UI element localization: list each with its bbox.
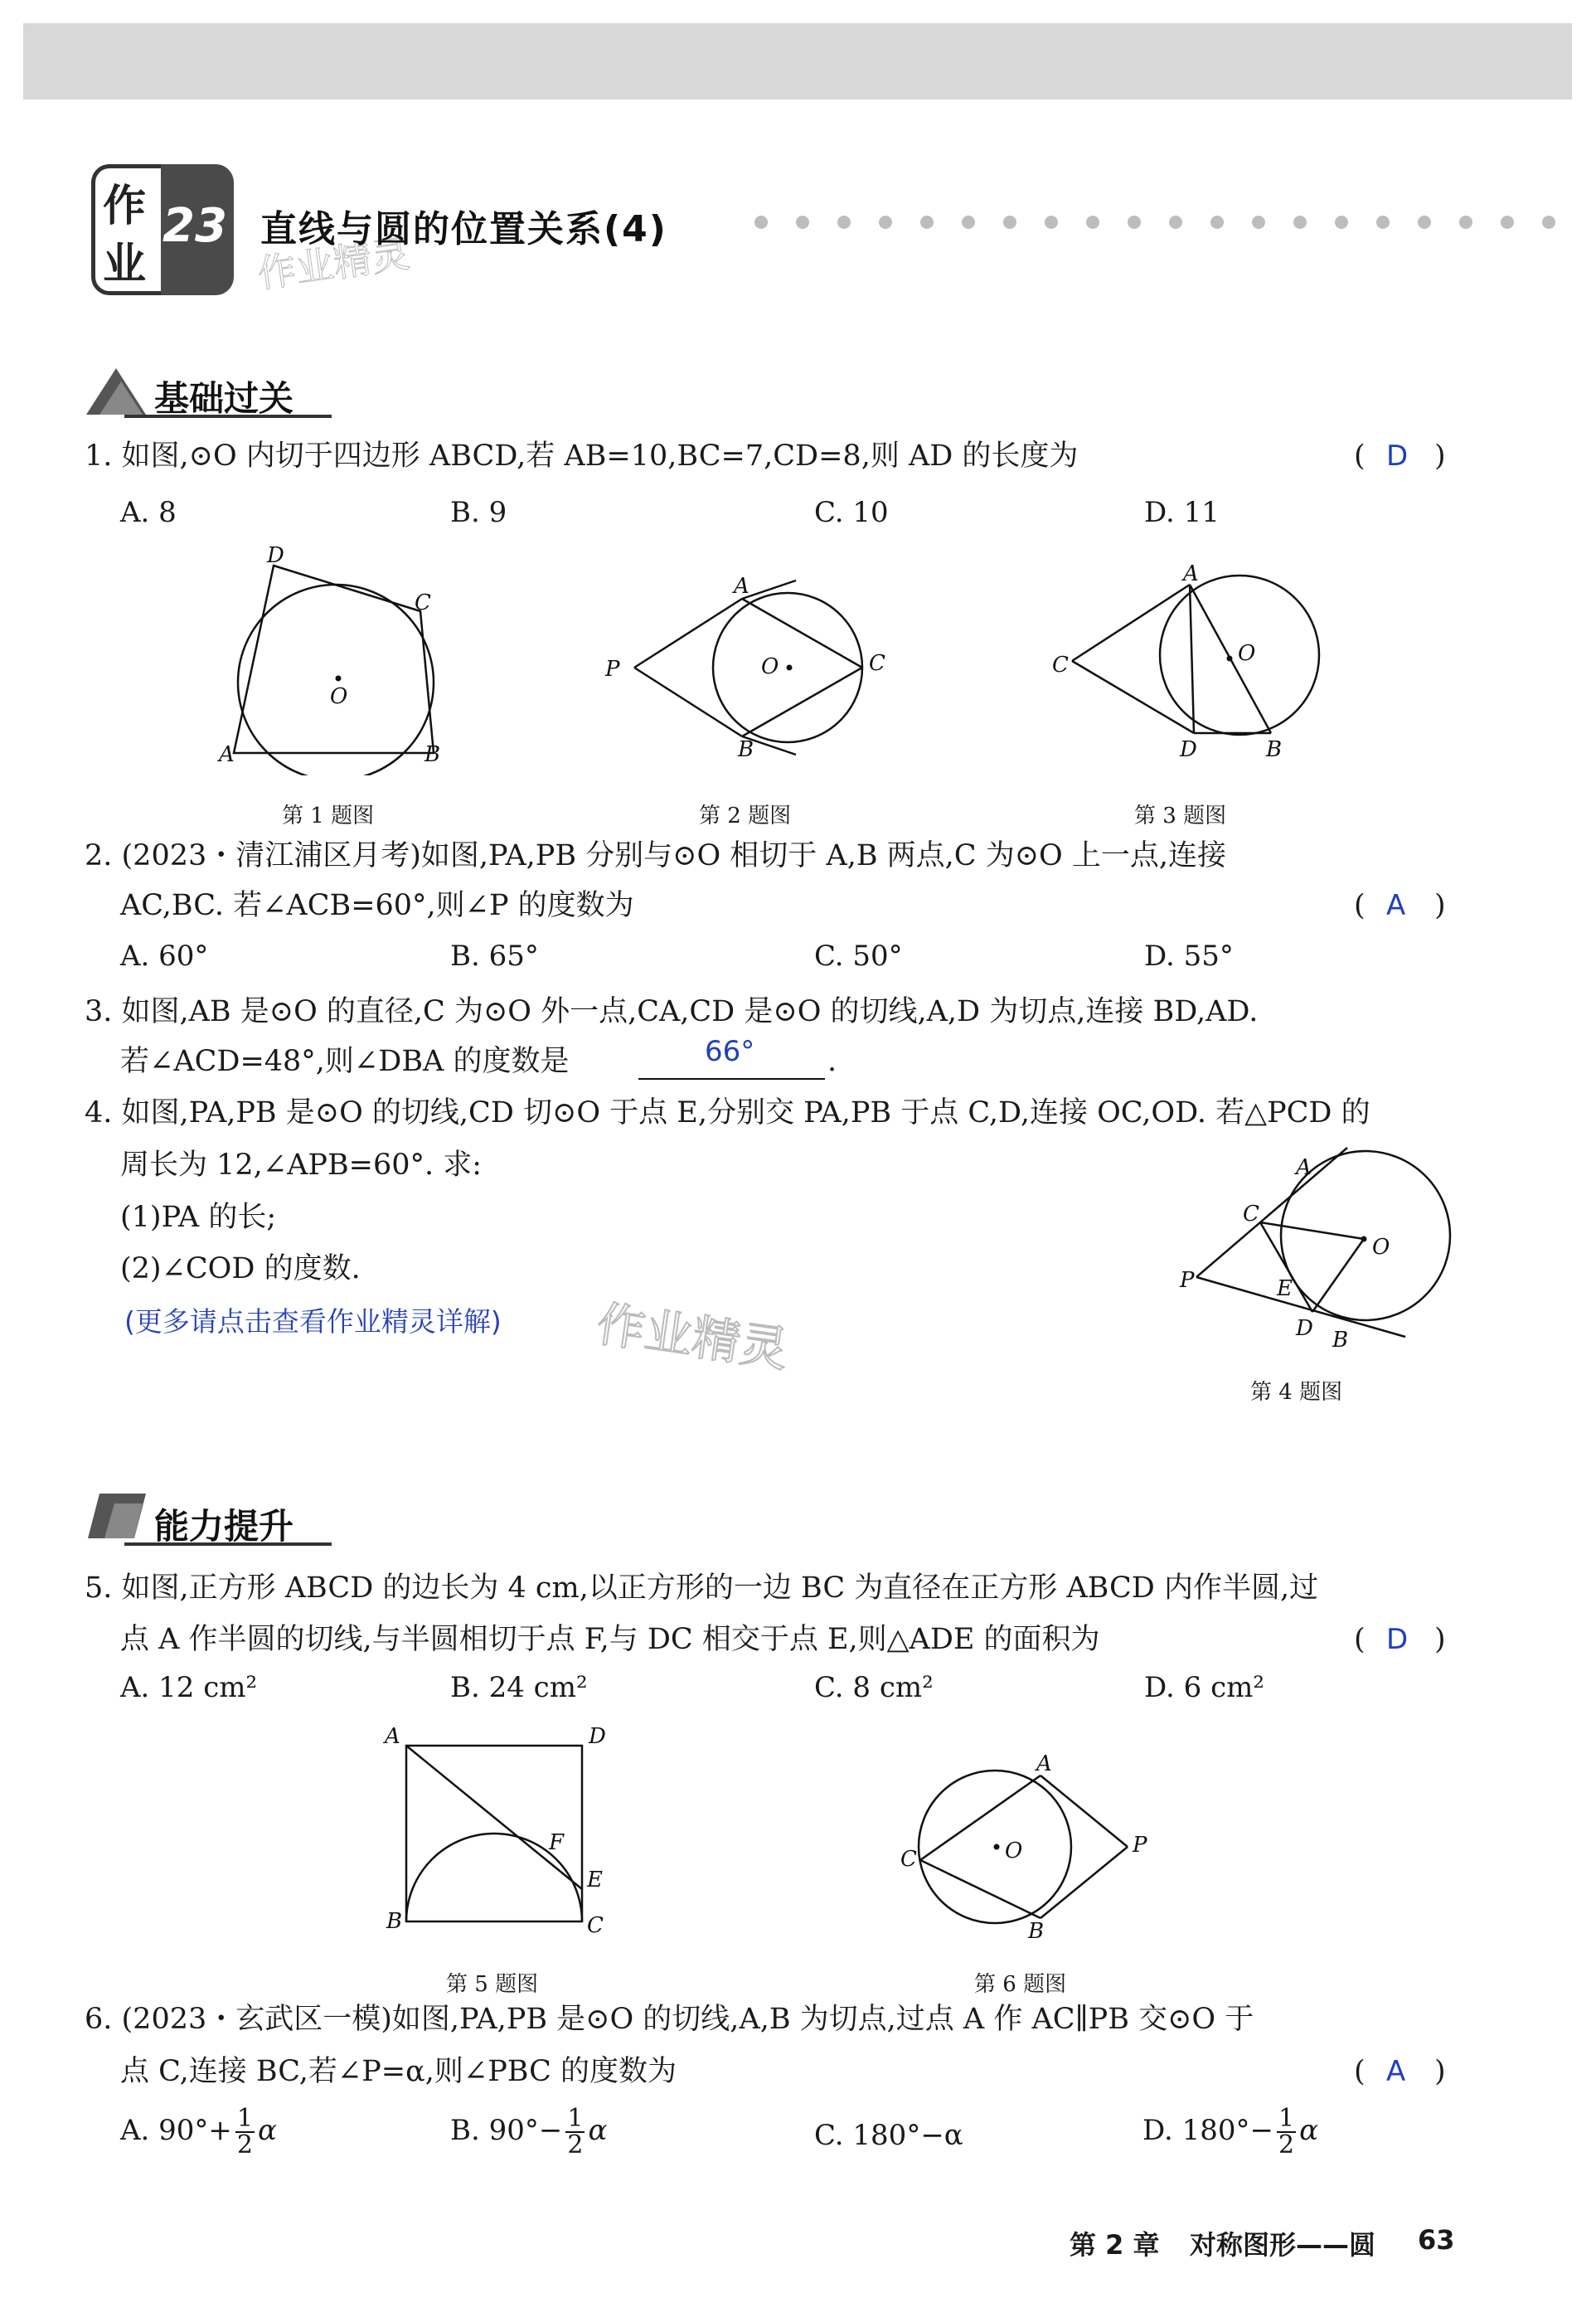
f1-label-o: O bbox=[330, 684, 348, 709]
q2-option-b: B. 65° bbox=[450, 940, 539, 973]
q4-part-2: (2)∠COD 的度数. bbox=[120, 1252, 361, 1285]
q6-paren-close: ) bbox=[1434, 2055, 1446, 2088]
f4-label-c: C bbox=[1243, 1202, 1259, 1227]
q4-line-2: 周长为 12,∠APB=60°. 求: bbox=[120, 1149, 483, 1182]
q5-line-1: 5. 如图,正方形 ABCD 的边长为 4 cm,以正方形的一边 BC 为直径在正方形 ABCD 内作半圆,过 bbox=[85, 1571, 1319, 1605]
f4-label-a: A bbox=[1296, 1155, 1312, 1180]
q6-option-d: D. 180°− $\frac{1}{2}$ α bbox=[1142, 2104, 1319, 2159]
q5-option-b: B. 24 cm² bbox=[450, 1671, 588, 1704]
f5-label-f: F bbox=[549, 1830, 565, 1855]
f6-label-p: P bbox=[1133, 1833, 1147, 1858]
figure-5 bbox=[375, 1725, 623, 1941]
f3-label-c: C bbox=[1052, 653, 1069, 678]
f4-label-e: E bbox=[1277, 1276, 1293, 1301]
q5-answer: D bbox=[1386, 1623, 1409, 1656]
figure-4 bbox=[1173, 1138, 1472, 1362]
f5-label-d: D bbox=[589, 1725, 606, 1749]
f6-label-a: A bbox=[1036, 1754, 1052, 1776]
q4-detail-link[interactable]: (更多请点击查看作业精灵详解) bbox=[124, 1305, 502, 1338]
f3-label-a: A bbox=[1183, 561, 1199, 586]
f4-label-o: O bbox=[1372, 1235, 1390, 1260]
f3-label-d: D bbox=[1180, 737, 1197, 762]
q1-paren-close: ) bbox=[1434, 440, 1446, 473]
footer-chapter: 第 2 章 bbox=[1070, 2229, 1160, 2261]
caption-1: 第 1 题图 bbox=[282, 804, 375, 828]
section-basic-icon bbox=[83, 365, 149, 418]
figure-2 bbox=[597, 572, 895, 763]
f2-label-a: A bbox=[734, 574, 749, 599]
q5-option-c: C. 8 cm² bbox=[814, 1671, 934, 1704]
q1-option-c: C. 10 bbox=[814, 496, 889, 529]
f4-label-b: B bbox=[1332, 1328, 1349, 1353]
f6-label-b: B bbox=[1028, 1919, 1045, 1941]
caption-2: 第 2 题图 bbox=[699, 804, 792, 828]
q1-option-a: A. 8 bbox=[120, 496, 177, 529]
figure-3 bbox=[1049, 557, 1331, 773]
q4-part-1: (1)PA 的长; bbox=[120, 1201, 277, 1234]
f5-label-b: B bbox=[386, 1909, 403, 1934]
f6-label-c: C bbox=[900, 1847, 917, 1872]
watermark-middle: 作业精灵 bbox=[593, 1295, 792, 1378]
f5-label-a: A bbox=[385, 1725, 400, 1749]
f4-label-p: P bbox=[1180, 1268, 1195, 1293]
figure-1 bbox=[207, 543, 464, 775]
q6-option-c: C. 180°−α bbox=[814, 2119, 963, 2152]
section-advanced-title: 能力提升 bbox=[154, 1506, 294, 1547]
q1-text: 1. 如图,⊙O 内切于四边形 ABCD,若 AB=10,BC=7,CD=8,则 AD 的长度为 bbox=[85, 440, 1079, 473]
q6-line-1: 6. (2023・玄武区一模)如图,PA,PB 是⊙O 的切线,A,B 为切点,过点 A 作 AC∥PB 交⊙O 于 bbox=[85, 2003, 1254, 2036]
badge-char-2: 业 bbox=[103, 240, 147, 289]
badge-number: 23 bbox=[163, 199, 227, 253]
q4-line-1: 4. 如图,PA,PB 是⊙O 的切线,CD 切⊙O 于点 E,分别交 PA,PB 于点 C,D,连接 OC,OD. 若△PCD 的 bbox=[85, 1096, 1370, 1129]
page-title: 直线与圆的位置关系(4) bbox=[260, 208, 667, 250]
q6-answer: A bbox=[1386, 2055, 1406, 2088]
q2-option-d: D. 55° bbox=[1144, 940, 1234, 973]
q3-line-1: 3. 如图,AB 是⊙O 的直径,C 为⊙O 外一点,CA,CD 是⊙O 的切线,A,D 为切点,连接 BD,AD. bbox=[85, 995, 1259, 1028]
title-dots bbox=[753, 214, 1561, 231]
q1-paren-open: ( bbox=[1354, 440, 1366, 473]
q6-line-2: 点 C,连接 BC,若∠P=α,则∠PBC 的度数为 bbox=[120, 2055, 677, 2088]
badge-char-1: 作 bbox=[103, 182, 147, 231]
f6-label-o: O bbox=[1005, 1839, 1023, 1863]
q5-option-d: D. 6 cm² bbox=[1144, 1671, 1265, 1704]
q6-option-b: B. 90°− $\frac{1}{2}$ α bbox=[450, 2104, 608, 2159]
caption-4: 第 4 题图 bbox=[1250, 1380, 1343, 1405]
q2-option-a: A. 60° bbox=[120, 940, 209, 973]
q2-line-2: AC,BC. 若∠ACB=60°,则∠P 的度数为 bbox=[120, 889, 634, 922]
q1-option-d: D. 11 bbox=[1144, 496, 1220, 529]
q5-line-2: 点 A 作半圆的切线,与半圆相切于点 F,与 DC 相交于点 E,则△ADE 的面积为 bbox=[120, 1623, 1100, 1656]
q3-answer: 66° bbox=[705, 1035, 755, 1068]
q5-option-a: A. 12 cm² bbox=[120, 1671, 258, 1704]
caption-3: 第 3 题图 bbox=[1134, 804, 1227, 828]
q5-paren-open: ( bbox=[1354, 1623, 1366, 1656]
f3-label-o: O bbox=[1238, 641, 1256, 666]
section-advanced-icon bbox=[83, 1489, 149, 1542]
q3-answer-blank bbox=[638, 1078, 825, 1080]
figure-6 bbox=[887, 1754, 1169, 1941]
q2-paren-open: ( bbox=[1354, 889, 1366, 922]
f1-label-c: C bbox=[415, 590, 431, 615]
q6-option-a: A. 90°+ $\frac{1}{2}$ α bbox=[120, 2104, 277, 2159]
q6-paren-open: ( bbox=[1354, 2055, 1366, 2088]
section-basic-title: 基础过关 bbox=[154, 378, 294, 419]
f2-label-o: O bbox=[761, 654, 779, 679]
f1-label-d: D bbox=[267, 543, 284, 568]
q1-answer: D bbox=[1386, 440, 1409, 473]
q2-line-1: 2. (2023・清江浦区月考)如图,PA,PB 分别与⊙O 相切于 A,B 两点,C 为⊙O 上一点,连接 bbox=[85, 839, 1226, 872]
f3-label-b: B bbox=[1266, 737, 1283, 762]
f2-label-p: P bbox=[605, 657, 620, 682]
q3-end: . bbox=[827, 1045, 837, 1078]
q5-paren-close: ) bbox=[1434, 1623, 1446, 1656]
f2-label-b: B bbox=[738, 737, 754, 762]
q2-paren-close: ) bbox=[1434, 889, 1446, 922]
caption-6: 第 6 题图 bbox=[974, 1972, 1067, 1997]
f2-label-c: C bbox=[869, 651, 885, 676]
q1-option-b: B. 9 bbox=[450, 496, 507, 529]
footer-topic: 对称图形——圆 bbox=[1190, 2229, 1376, 2261]
f5-label-e: E bbox=[587, 1868, 603, 1892]
f4-label-d: D bbox=[1296, 1316, 1313, 1341]
top-band bbox=[23, 23, 1572, 100]
homework-badge bbox=[91, 164, 234, 295]
q3-line-2: 若∠ACD=48°,则∠DBA 的度数是 bbox=[120, 1045, 570, 1078]
f1-label-a: A bbox=[219, 742, 235, 767]
f1-label-b: B bbox=[424, 742, 441, 767]
caption-5: 第 5 题图 bbox=[446, 1972, 539, 1997]
footer-page-number: 63 bbox=[1418, 2224, 1455, 2256]
q2-answer: A bbox=[1386, 889, 1406, 922]
f5-label-c: C bbox=[587, 1913, 604, 1938]
watermark-top: 作业精灵 bbox=[255, 231, 413, 297]
q2-option-c: C. 50° bbox=[814, 940, 903, 973]
